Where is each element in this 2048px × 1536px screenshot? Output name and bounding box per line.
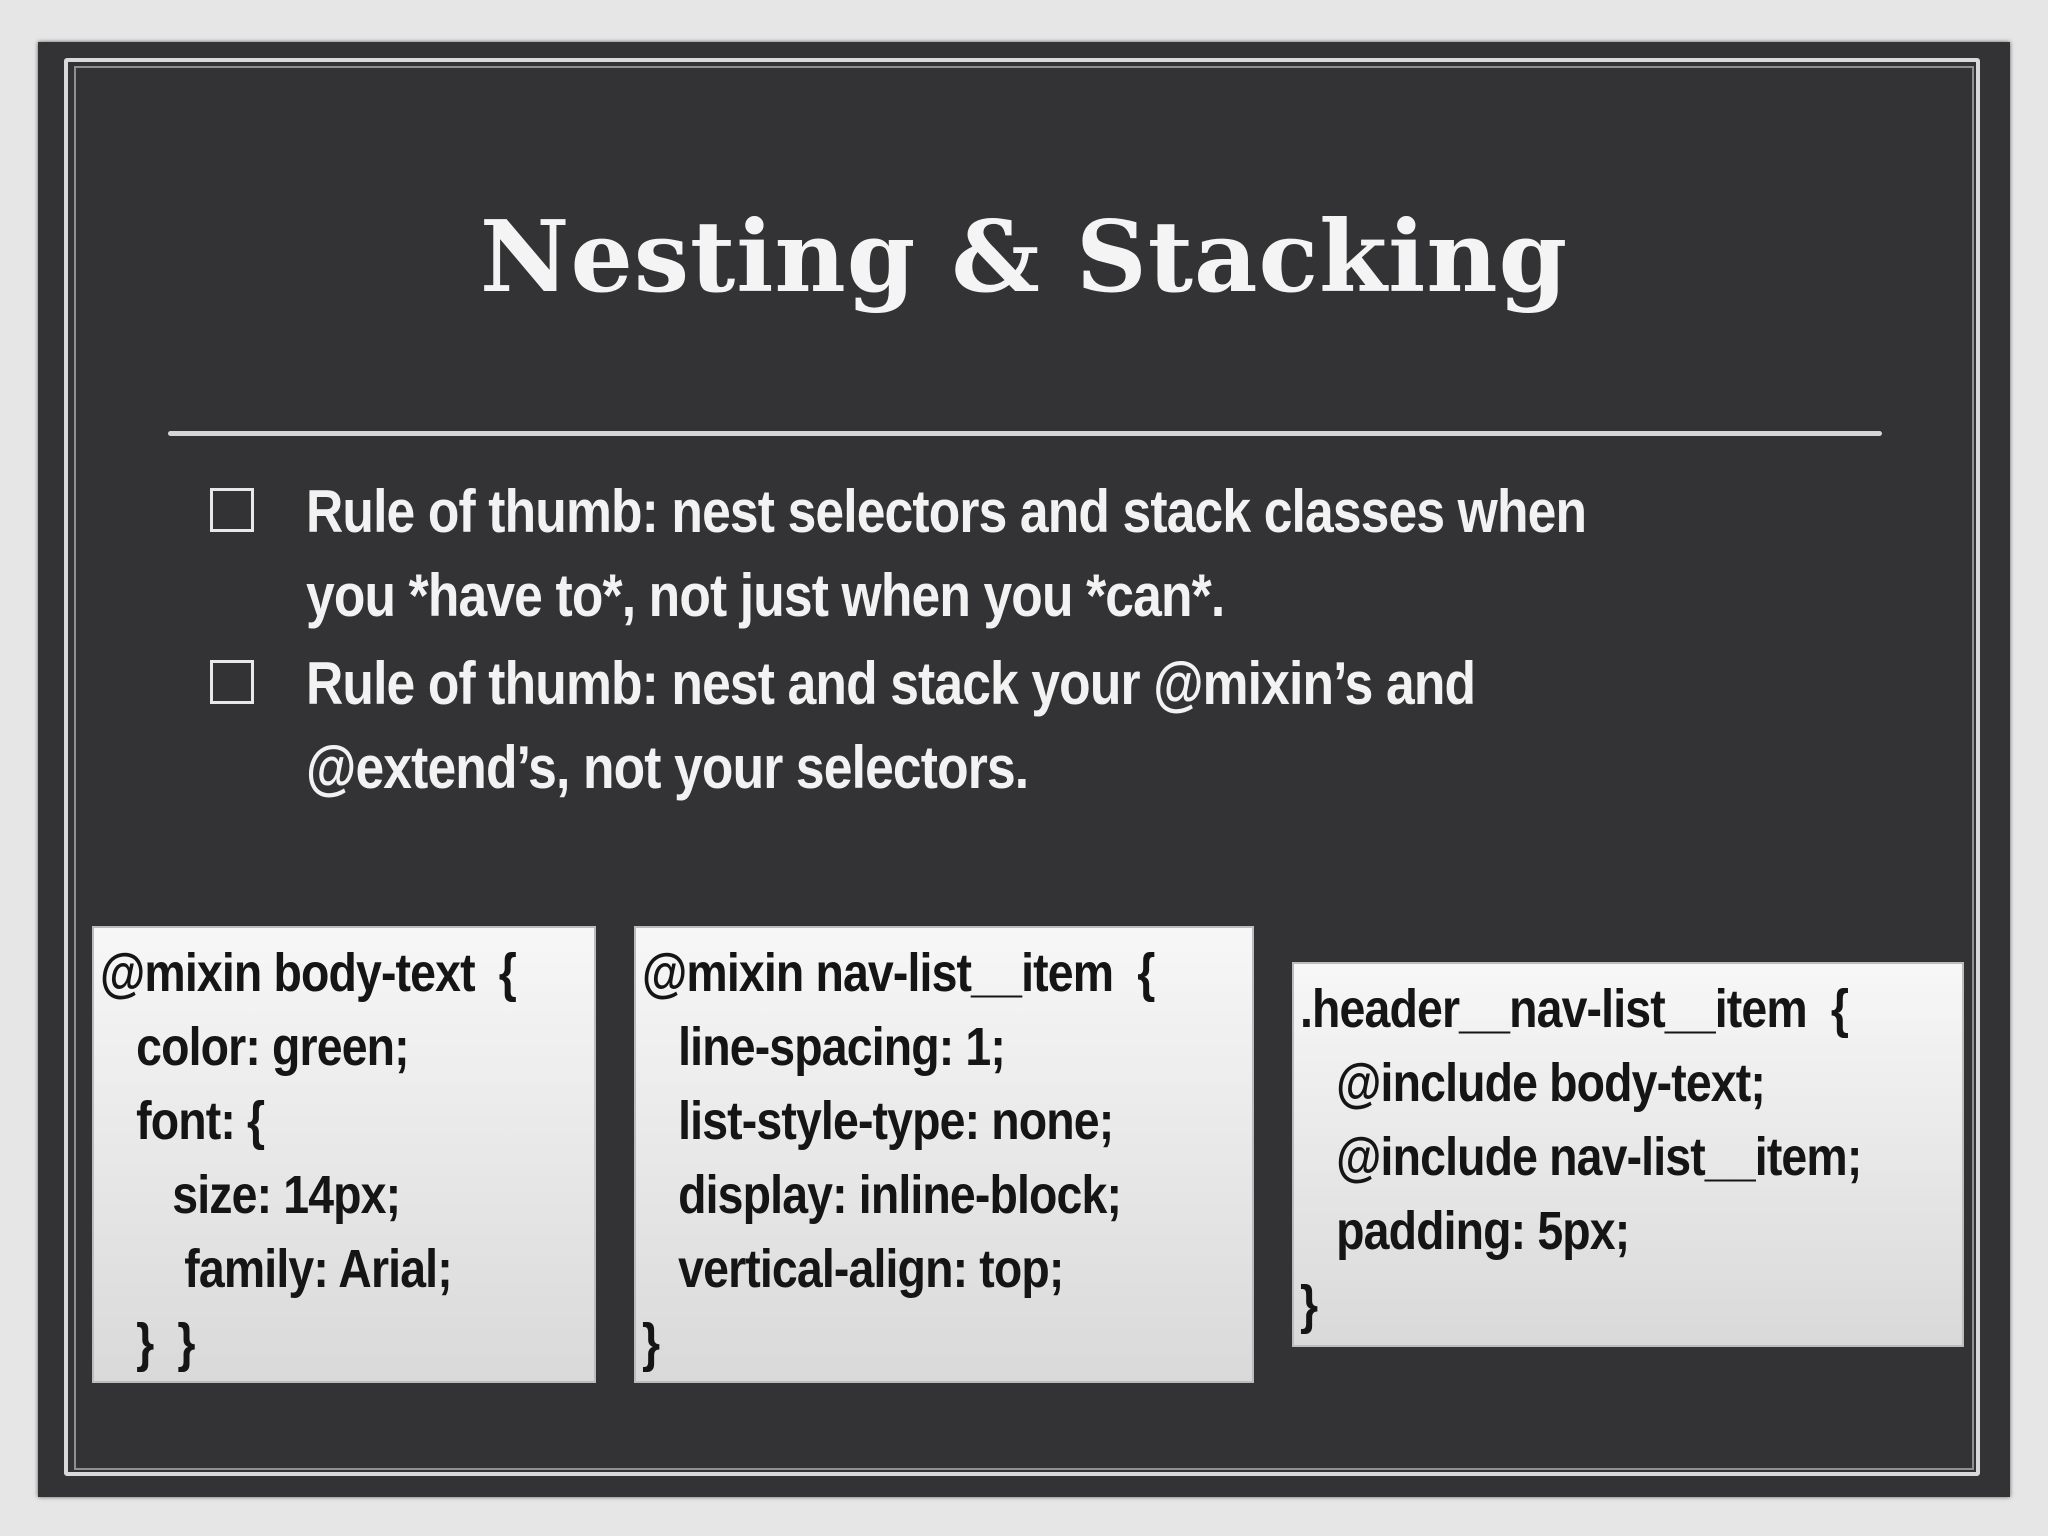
bullet-item bbox=[210, 642, 1810, 810]
bullet-text: Rule of thumb: nest and stack your @mixin’s and @extend’s, not your selectors. bbox=[306, 650, 1476, 801]
bullet-item bbox=[210, 470, 1810, 638]
code-line: } } bbox=[100, 1313, 195, 1373]
code-line: .header__nav-list__item { bbox=[1300, 979, 1849, 1039]
code-line: size: 14px; bbox=[100, 1165, 401, 1225]
bullet-text: Rule of thumb: nest selectors and stack classes when you *have to*, not just when you *can*. bbox=[306, 478, 1587, 629]
code-box-header-nav-list-item bbox=[1292, 962, 1964, 1347]
code-line: vertical-align: top; bbox=[642, 1239, 1064, 1299]
code-line: list-style-type: none; bbox=[642, 1091, 1114, 1151]
code-line: @mixin nav-list__item { bbox=[642, 943, 1155, 1003]
bullet-list bbox=[210, 470, 1810, 814]
code-box-mixin-body-text bbox=[92, 926, 596, 1383]
code-line: } bbox=[642, 1313, 660, 1373]
code-line: @mixin body-text { bbox=[100, 943, 516, 1003]
checkbox-bullet-icon bbox=[210, 488, 254, 532]
code-box-mixin-nav-list-item bbox=[634, 926, 1254, 1383]
checkbox-bullet-icon bbox=[210, 660, 254, 704]
slide-title: Nesting & Stacking bbox=[479, 200, 1569, 315]
code-line: @include body-text; bbox=[1300, 1053, 1765, 1113]
code-line: color: green; bbox=[100, 1017, 409, 1077]
code-line: family: Arial; bbox=[100, 1239, 452, 1299]
code-line: line-spacing: 1; bbox=[642, 1017, 1005, 1077]
code-line: display: inline-block; bbox=[642, 1165, 1122, 1225]
code-line: font: { bbox=[100, 1091, 265, 1151]
code-line: padding: 5px; bbox=[1300, 1201, 1630, 1261]
code-line: } bbox=[1300, 1275, 1318, 1335]
code-line: @include nav-list__item; bbox=[1300, 1127, 1862, 1187]
title-divider bbox=[168, 431, 1882, 436]
